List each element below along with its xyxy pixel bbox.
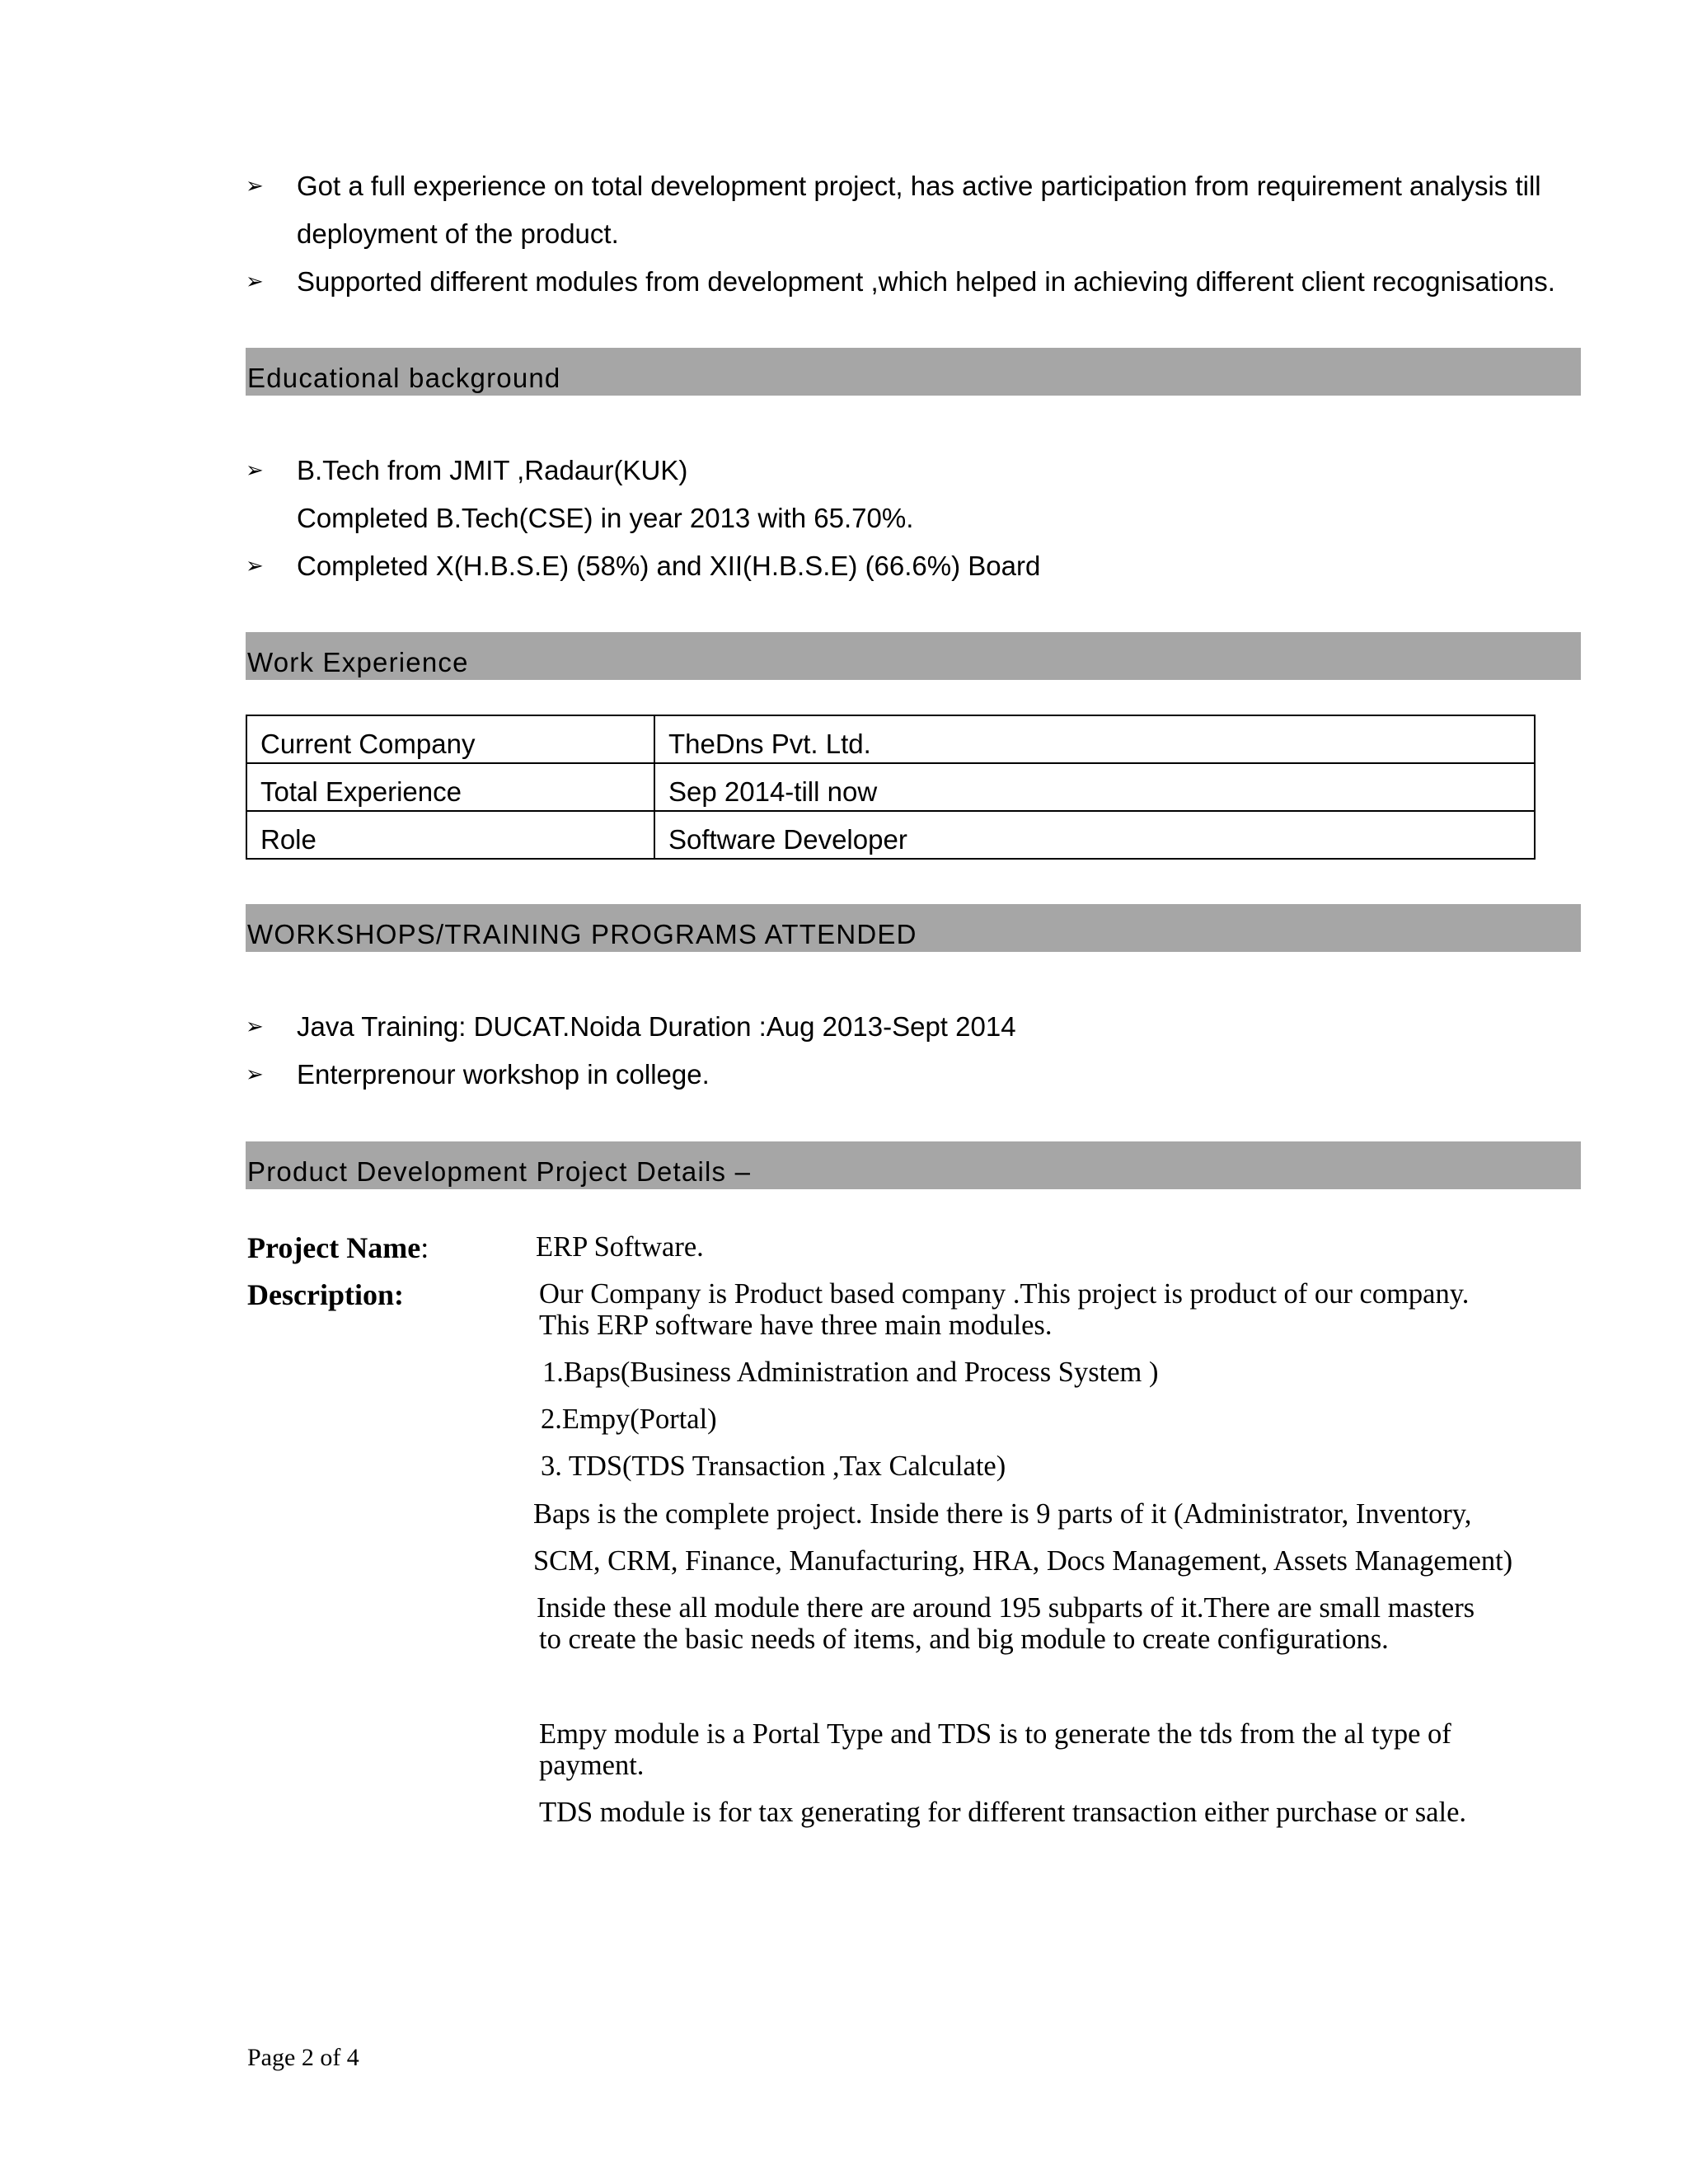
description-line: SCM, CRM, Finance, Manufacturing, HRA, Docs Management, Assets Management) — [533, 1545, 1513, 1577]
description-line: TDS module is for tax generating for different transaction either purchase or sale. — [539, 1797, 1467, 1828]
bullet-text: Completed X(H.B.S.E) (58%) and XII(H.B.S.E) (66.6%) Board — [297, 551, 1041, 581]
description-line: Baps is the complete project. Inside there is 9 parts of it (Administrator, Inventory, — [533, 1498, 1472, 1530]
project-name-label — [247, 1231, 429, 1264]
workshops-list — [246, 1003, 1582, 1099]
table-row — [246, 763, 1535, 811]
page-number: Page 2 of 4 — [247, 2044, 359, 2071]
list-item — [246, 447, 1582, 494]
section-header-education: Educational background — [246, 348, 1581, 396]
list-item — [246, 162, 1582, 210]
section-header-work-experience: Work Experience — [246, 632, 1581, 680]
table-cell-label: Total Experience — [246, 763, 654, 811]
arrow-bullet-icon: ➢ — [246, 1015, 264, 1039]
work-experience-table — [246, 715, 1536, 860]
description-line: Empy module is a Portal Type and TDS is to generate the tds from the al type of — [539, 1718, 1451, 1750]
project-name-colon: : — [420, 1231, 429, 1264]
section-header-workshops: WORKSHOPS/TRAINING PROGRAMS ATTENDED — [246, 904, 1581, 952]
bullet-text: Java Training: DUCAT.Noida Duration :Aug 2013-Sept 2014 — [297, 1011, 1016, 1042]
arrow-bullet-icon: ➢ — [246, 269, 264, 294]
project-name-label-text: Project Name — [247, 1231, 421, 1264]
description-line: payment. — [539, 1750, 645, 1781]
bullet-text: Supported different modules from development ,which helped in achieving different client recognisations. — [297, 266, 1555, 297]
arrow-bullet-icon: ➢ — [246, 554, 264, 579]
table-cell-label: Current Company — [246, 715, 654, 763]
arrow-bullet-icon: ➢ — [246, 458, 264, 483]
description-line: 2.Empy(Portal) — [541, 1404, 717, 1435]
arrow-bullet-icon: ➢ — [246, 174, 264, 199]
list-item — [246, 1051, 1582, 1099]
table-cell-value: Sep 2014-till now — [654, 763, 1535, 811]
table-cell-label: Role — [246, 811, 654, 859]
description-label: Description: — [247, 1278, 404, 1311]
table-row — [246, 715, 1535, 763]
bullet-text: Got a full experience on total development project, has active participation from requirement analysis till — [297, 171, 1541, 201]
arrow-bullet-icon: ➢ — [246, 1062, 264, 1087]
list-item — [246, 1003, 1582, 1051]
description-line: 1.Baps(Business Administration and Process System ) — [542, 1357, 1159, 1388]
description-line: to create the basic needs of items, and big module to create configurations. — [539, 1624, 1389, 1655]
experience-bullets — [246, 162, 1582, 306]
project-name-value: ERP Software. — [536, 1231, 704, 1263]
section-header-project-details: Product Development Project Details – — [246, 1141, 1581, 1189]
description-line: This ERP software have three main modules. — [539, 1310, 1053, 1341]
list-item — [246, 542, 1582, 590]
bullet-continuation: Completed B.Tech(CSE) in year 2013 with 65.70%. — [297, 503, 914, 533]
education-list — [246, 447, 1582, 590]
list-item — [246, 258, 1582, 306]
bullet-text: Enterprenour workshop in college. — [297, 1059, 710, 1090]
bullet-text: B.Tech from JMIT ,Radaur(KUK) — [297, 455, 688, 485]
description-line: 3. TDS(TDS Transaction ,Tax Calculate) — [541, 1451, 1006, 1482]
table-row — [246, 811, 1535, 859]
table-cell-value: Software Developer — [654, 811, 1535, 859]
description-line: Our Company is Product based company .This project is product of our company. — [539, 1278, 1470, 1310]
table-cell-value: TheDns Pvt. Ltd. — [654, 715, 1535, 763]
bullet-continuation: deployment of the product. — [297, 218, 619, 249]
description-line: Inside these all module there are around 195 subparts of it.There are small masters — [537, 1592, 1475, 1624]
